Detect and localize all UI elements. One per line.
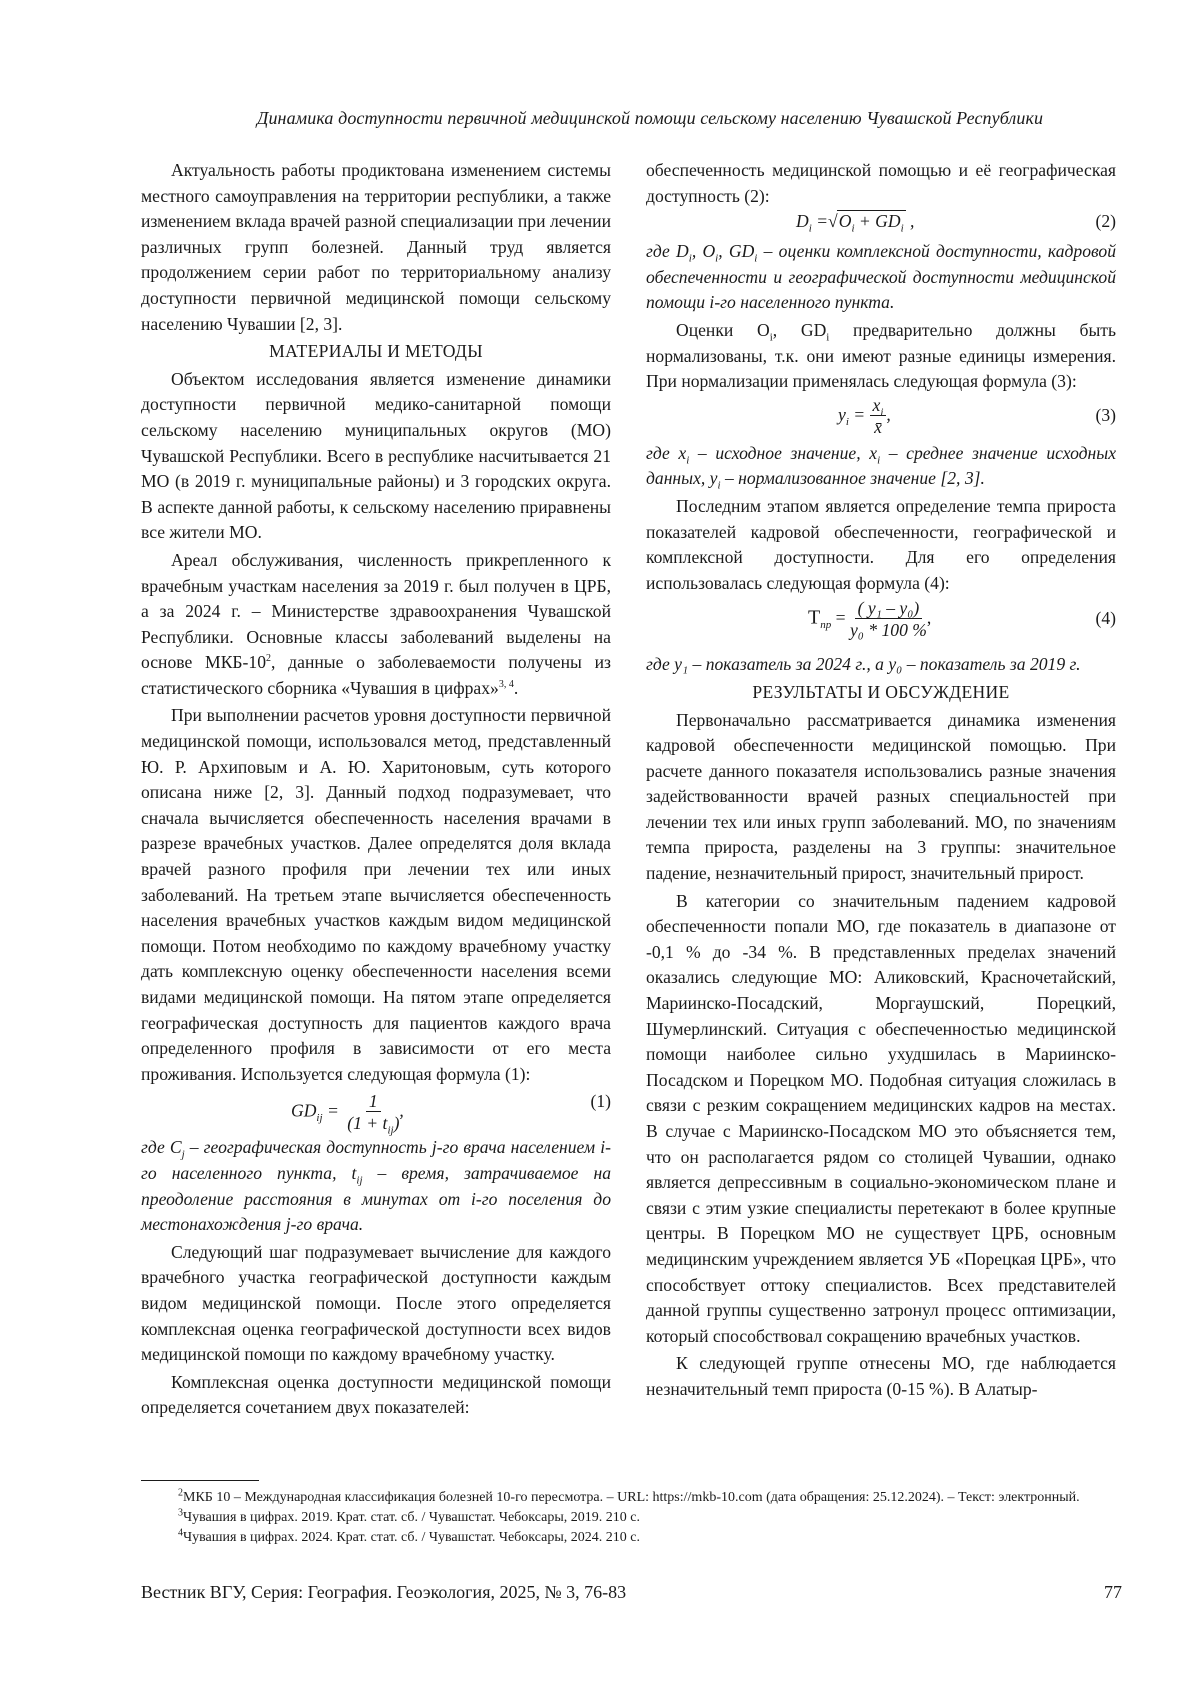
equation-2-number: (2): [1095, 211, 1116, 232]
heading-materials-methods: МАТЕРИАЛЫ И МЕТОДЫ: [269, 341, 483, 362]
equation-3-legend: где $x_i$ – исходное значение, $x_i$ – среднее значение исходных данных, $y_i$ – нормализованное значение [2, 3].: [646, 442, 1117, 492]
paragraph-normalization: Оценки $O_i$, $GD_i$ предварительно должны быть нормализованы, т.к. они имеют разные единицы измерения. При нормализации применялась следующая формула (3):: [646, 319, 1116, 392]
paragraph-relevance: Актуальность работы продиктована изменением системы местного самоуправления на территории республики, а также изменением вклада врачей разной специализации при лечении различных групп болезней. Данный труд является продолжением серии работ по территориальному анализу доступности первичной медицинской помощи сельскому населению Чувашии [2, 3].: [141, 160, 611, 334]
footnotes: [141, 1488, 1121, 1548]
equation-2: [646, 211, 1116, 235]
footnote-2: $^2$МКБ 10 – Международная классификация болезней 10-го пересмотра. – URL: https://mkb-10.com (дата обращения: 25.12.2024). – Текст: электронный.: [178, 1487, 1080, 1505]
paragraph-object: Объектом исследования является изменение динамики доступности первичной медико-санитарной помощи сельскому населению муниципальных округов (МО) Чувашской Республики. Всего в республике насчитывается 21 МО (в 2019 г. муниципальные районы) и 3 городских округа. В аспекте данной работы, к сельскому населению приравнены все жители МО.: [141, 368, 611, 543]
equation-4: [646, 598, 1116, 648]
page-number: 77: [1104, 1582, 1122, 1602]
footnote-ref-3-4[interactable]: 3, 4: [498, 679, 514, 691]
journal-citation: Вестник ВГУ, Серия: География. Геоэкология, 2025, № 3, 76-83: [141, 1582, 627, 1602]
equation-1-number: (1): [590, 1091, 611, 1112]
equation-3-number: (3): [1095, 404, 1116, 425]
equation-1-formula: $GD_{ij}$ = $\frac{1}{(1 + t_{ij})}$ ,: [291, 1091, 404, 1137]
paragraph-decline-group: В категории со значительным падением кадровой обеспеченности попали МО, где показатель в диапазоне от -0,1 % до -34 %. В представленных пределах значений оказались следующие МО: Аликовский, Красночетайский, Мариинско-Посадский, Моргаушский, Порецкий, Шумерлинский. Ситуация с обеспеченностью медицинской помощи наиболее сильно ухудшилась в Мариинско-Посадском и Порецком МО. Подобная ситуация сложилась в связи с резким сокращением медицинских кадров на местах. В случае с Мариинско-Посадском МО это объясняется тем, что он располагается рядом со столицей Чувашии, однако является депрессивным в социально-экономическом плане и связи с этим узкие специалисты перетекают в более крупные центры. В Порецком МО не существует ЦРБ, основным медицинским учреждением является УБ «Порецкая ЦРБ», что способствует оттоку специалистов. Всех представителей данной группы существенно затронул процесс оптимизации, который способствовал сокращению врачебных участков.: [646, 890, 1116, 1346]
equation-4-number: (4): [1095, 608, 1116, 629]
paragraph-complex-estimate: Комплексная оценка доступности медицинской помощи определяется сочетанием двух показателей:: [141, 1371, 611, 1418]
equation-3-formula: $y_i$ = $\frac{x_i}{x̄}$ ,: [838, 394, 891, 437]
footnote-3: $^3$Чувашия в цифрах. 2019. Крат. стат. сб. / Чувашстат. Чебоксары, 2019. 210 с.: [178, 1507, 640, 1525]
footnote-separator: [141, 1480, 259, 1481]
heading-results-discussion: РЕЗУЛЬТАТЫ И ОБСУЖДЕНИЕ: [752, 681, 1010, 702]
paragraph-continued: обеспеченность медицинской помощью и её географическая доступность (2):: [646, 160, 1116, 206]
paragraph-service-area: Ареал обслуживания, численность прикрепленного к врачебным участкам населения за 2019 г. был получен в ЦРБ, а за 2024 г. – Министерстве здравоохранения Чувашской Республики. Основные классы заболеваний выделены на основе МКБ-$10^2$, данные о заболеваемости получены из статистического сборника «Чувашия в цифрах»$^{3, 4}$.: [141, 549, 611, 698]
running-head: Динамика доступности первичной медицинской помощи сельскому населению Чувашской Республики: [256, 108, 1044, 128]
paragraph-method: При выполнении расчетов уровня доступности первичной медицинской помощи, использовался метод, представленный Ю. Р. Архиповым и А. Ю. Харитоновым, суть которого описана ниже [2, 3]. Данный подход подразумевает, что сначала вычисляется обеспеченность населения врачами в разрезе врачебных участков. Далее определятся доля вклада врачей разного профиля при лечении тех или иных заболеваний. На третьем этапе вычисляется обеспеченность населения врачебных участков каждым видом медицинской помощи. Потом необходимо по каждому врачебному участку дать комплексную оценку обеспеченности населения всеми видами медицинской помощи. На пятом этапе определяется географическая доступность для пациентов каждого врача определенного профиля в зависимости от его места проживания. Используется следующая формула (1):: [141, 705, 611, 1084]
equation-3: [646, 394, 1116, 437]
footnote-ref-2[interactable]: 2: [266, 653, 271, 665]
right-column: [646, 158, 1116, 1405]
paragraph-growth-rate: Последним этапом является определение темпа прироста показателей кадровой обеспеченности, географической и комплексной доступности. Для его определения использовалась следующая формула (4):: [646, 495, 1116, 593]
equation-1-legend: где $C_j$ – географическая доступность j-го врача населением i-го населенного пункта, $t_{ij}$ – время, затрачиваемое на преодоление расстояния в минутах от i-го поселения до местонахождения j-го врача.: [141, 1137, 611, 1235]
footnote-4: $^4$Чувашия в цифрах. 2024. Крат. стат. сб. / Чувашстат. Чебоксары, 2024. 210 с.: [178, 1527, 640, 1545]
paragraph-staffing-dynamics: Первоначально рассматривается динамика изменения кадровой обеспеченности медицинской помощью. При расчете данного показателя использовались разные значения задействованности врачей разных специальностей при лечении тех или иных групп заболеваний. МО, по значениям темпа прироста, разделены на 3 группы: значительное падение, незначительный прирост, значительный прирост.: [646, 709, 1116, 884]
paragraph-slight-growth-group: К следующей группе отнесены МО, где наблюдается незначительный темп прироста (0-15 %). В Алатыр-: [646, 1353, 1116, 1399]
equation-4-formula: $Т_{пр}$ = $\frac{\text{( y₁ – y₀)}}{\text{y₀ * 100 \%}}$ ,: [808, 598, 932, 641]
equation-2-legend: где $D_i$, $O_i$, $GD_i$ – оценки комплексной доступности, кадровой обеспеченности и географической доступности медицинской помощи i-го населенного пункта.: [646, 241, 1116, 313]
left-column: [141, 158, 611, 1423]
paragraph-next-step: Следующий шаг подразумевает вычисление для каждого врачебного участка географической доступности каждым видом медицинской помощи. После этого определяется комплексная оценка географической доступности всех видов медицинской помощи по каждому врачебному участку.: [141, 1241, 611, 1365]
equation-4-legend: где y₁ – показатель за 2024 г., а y₀ – показатель за 2019 г.: [646, 654, 1081, 675]
equation-2-formula: $D_i =√O_i + GD_i$ ,: [796, 211, 915, 235]
equation-1: [141, 1089, 611, 1137]
